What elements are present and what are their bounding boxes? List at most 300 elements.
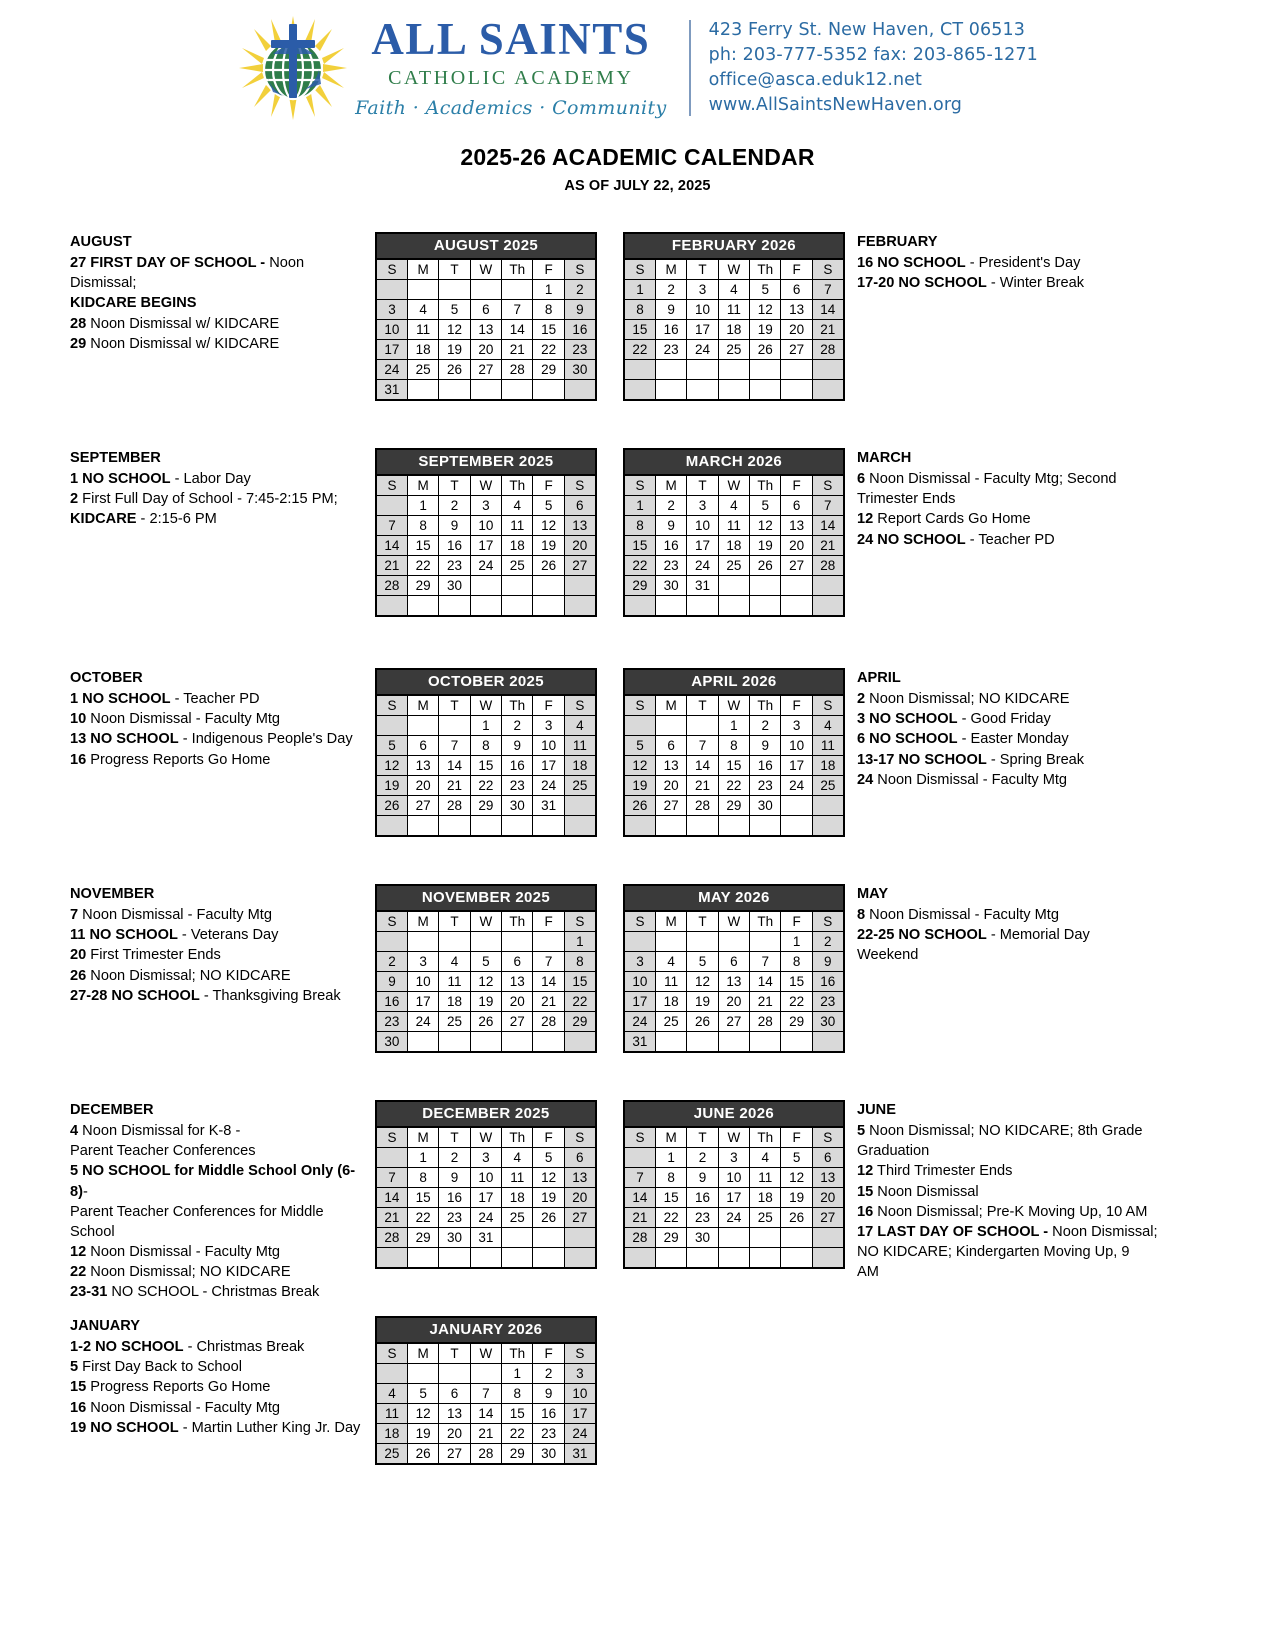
calendar-day-cell: 13 [655, 756, 686, 776]
calendar-day-cell: 4 [376, 1384, 407, 1404]
notes-line: School [70, 1223, 115, 1240]
calendar-week-row [624, 1012, 844, 1032]
contact-email[interactable]: office@asca.eduk12.net [708, 70, 923, 90]
calendar-day-cell: 23 [533, 1424, 564, 1444]
calendar-dow-4: Th [502, 695, 533, 716]
calendar-dow-5: F [533, 911, 564, 932]
calendar-day-cell: 9 [564, 300, 595, 320]
calendar-week-row [624, 300, 844, 320]
calendar-row-4 [70, 884, 1205, 1053]
calendar-day-cell [687, 380, 718, 401]
calendar-day-cell: 28 [376, 576, 407, 596]
calendar-day-cell [718, 596, 749, 617]
calendar-day-cell [781, 380, 812, 401]
calendar-day-cell: 25 [655, 1012, 686, 1032]
calendar-day-cell: 20 [470, 340, 501, 360]
calendar-dow-5: F [781, 475, 812, 496]
calendar-august-wrap [375, 232, 597, 401]
calendar-dow-2: T [687, 911, 718, 932]
calendar-day-cell [624, 816, 655, 837]
calendar-day-cell [533, 1228, 564, 1248]
calendar-day-cell: 14 [687, 756, 718, 776]
brand-wordmark [355, 14, 689, 119]
calendar-day-cell: 1 [470, 716, 501, 736]
calendar-day-cell: 24 [470, 1208, 501, 1228]
notes-line: 10 Noon Dismissal - Faculty Mtg [70, 711, 281, 728]
calendar-day-cell: 1 [407, 496, 438, 516]
calendar-day-cell: 9 [502, 736, 533, 756]
calendar-week-row [376, 596, 596, 617]
calendar-day-cell: 18 [407, 340, 438, 360]
calendar-day-cell: 14 [624, 1188, 655, 1208]
calendar-week-row [624, 340, 844, 360]
calendar-dow-0: S [624, 695, 655, 716]
calendar-day-cell: 14 [376, 1188, 407, 1208]
calendar-day-cell: 12 [439, 320, 470, 340]
calendar-week-row [376, 1404, 596, 1424]
calendar-week-row [624, 360, 844, 380]
calendar-day-cell: 20 [439, 1424, 470, 1444]
calendar-day-cell: 17 [470, 1188, 501, 1208]
calendar-day-cell: 8 [624, 516, 655, 536]
calendar-day-cell: 25 [564, 776, 595, 796]
calendar-day-cell: 18 [376, 1424, 407, 1444]
calendar-day-cell: 28 [533, 1012, 564, 1032]
calendar-day-cell: 30 [750, 796, 781, 816]
notes-month-heading: APRIL [857, 670, 901, 686]
calendar-day-cell: 7 [376, 1168, 407, 1188]
calendar-day-cell: 5 [750, 496, 781, 516]
calendar-day-cell: 28 [470, 1444, 501, 1465]
notes-line: 15 Progress Reports Go Home [70, 1379, 271, 1396]
notes-october [70, 668, 375, 770]
calendar-title: AUGUST 2025 [376, 233, 596, 259]
calendar-day-cell [533, 380, 564, 401]
calendar-day-cell [439, 596, 470, 617]
calendar-day-cell [470, 576, 501, 596]
calendar-dow-3: W [470, 1343, 501, 1364]
calendar-day-cell [439, 1032, 470, 1053]
calendar-day-cell [376, 1248, 407, 1269]
calendar-dow-5: F [533, 259, 564, 280]
calendar-day-cell [564, 576, 595, 596]
calendar-day-cell: 11 [812, 736, 843, 756]
calendar-dow-2: T [687, 259, 718, 280]
calendar-day-cell: 22 [502, 1424, 533, 1444]
calendar-week-row [376, 776, 596, 796]
calendar-day-cell: 21 [470, 1424, 501, 1444]
calendar-week-row [624, 736, 844, 756]
notes-line: 5 First Day Back to School [70, 1359, 242, 1376]
calendar-day-cell: 7 [812, 280, 843, 300]
calendar-dow-5: F [781, 1127, 812, 1148]
calendar-title: APRIL 2026 [624, 669, 844, 695]
calendar-week-row [624, 280, 844, 300]
calendar-day-cell: 9 [376, 972, 407, 992]
notes-month-heading: FEBRUARY [857, 234, 938, 250]
notes-month-heading: DECEMBER [70, 1102, 154, 1118]
calendar-day-cell: 29 [470, 796, 501, 816]
calendar-day-cell: 18 [812, 756, 843, 776]
calendar-day-cell [624, 380, 655, 401]
calendar-september-wrap [375, 448, 597, 617]
notes-line: KIDCARE - 2:15-6 PM [70, 511, 217, 528]
calendar-day-cell: 24 [687, 556, 718, 576]
calendar-day-cell [407, 596, 438, 617]
calendar-august [375, 232, 597, 401]
calendar-day-cell: 11 [439, 972, 470, 992]
notes-april [845, 668, 1175, 790]
calendar-day-cell: 26 [781, 1208, 812, 1228]
calendar-dow-6: S [564, 259, 595, 280]
calendar-day-cell: 8 [718, 736, 749, 756]
calendar-day-cell: 24 [564, 1424, 595, 1444]
calendar-day-cell: 17 [718, 1188, 749, 1208]
calendar-day-cell: 29 [533, 360, 564, 380]
calendar-dow-row [624, 475, 844, 496]
calendar-day-cell: 11 [376, 1404, 407, 1424]
calendar-day-cell: 6 [502, 952, 533, 972]
calendar-day-cell: 16 [439, 536, 470, 556]
calendar-day-cell: 4 [812, 716, 843, 736]
calendar-dow-2: T [439, 1343, 470, 1364]
calendar-day-cell: 12 [533, 516, 564, 536]
calendar-day-cell: 13 [470, 320, 501, 340]
notes-march [845, 448, 1175, 550]
calendar-title: SEPTEMBER 2025 [376, 449, 596, 475]
calendar-day-cell: 26 [533, 1208, 564, 1228]
calendar-day-cell: 27 [781, 556, 812, 576]
calendar-week-row [376, 340, 596, 360]
calendar-dow-2: T [439, 1127, 470, 1148]
calendar-day-cell: 19 [750, 320, 781, 340]
calendar-day-cell: 6 [781, 280, 812, 300]
calendar-day-cell: 30 [687, 1228, 718, 1248]
calendar-day-cell [750, 576, 781, 596]
calendar-week-row [624, 380, 844, 401]
calendar-day-cell [655, 596, 686, 617]
calendar-dow-5: F [781, 259, 812, 280]
calendar-week-row [376, 1364, 596, 1384]
calendar-week-row [376, 1012, 596, 1032]
calendar-day-cell: 14 [812, 300, 843, 320]
calendar-day-cell: 6 [564, 496, 595, 516]
calendar-dow-0: S [376, 911, 407, 932]
notes-line: 28 Noon Dismissal w/ KIDCARE [70, 315, 280, 332]
calendar-day-cell [781, 576, 812, 596]
calendar-day-cell [533, 576, 564, 596]
calendar-dow-3: W [718, 911, 749, 932]
calendar-dow-row [376, 911, 596, 932]
calendar-day-cell [718, 1228, 749, 1248]
calendar-january [375, 1316, 597, 1465]
calendar-day-cell: 5 [376, 736, 407, 756]
calendar-day-cell: 15 [624, 536, 655, 556]
calendar-day-cell [655, 816, 686, 837]
calendar-day-cell: 2 [533, 1364, 564, 1384]
notes-line: NO KIDCARE; Kindergarten Moving Up, 9 [857, 1243, 1130, 1260]
calendar-week-row [376, 1148, 596, 1168]
calendar-dow-4: Th [750, 1127, 781, 1148]
calendar-day-cell: 17 [781, 756, 812, 776]
calendar-dow-4: Th [502, 1343, 533, 1364]
calendar-day-cell [407, 716, 438, 736]
notes-line: 2 Noon Dismissal; NO KIDCARE [857, 691, 1070, 708]
calendar-dow-6: S [564, 1343, 595, 1364]
calendar-day-cell [407, 1364, 438, 1384]
calendar-day-cell: 7 [624, 1168, 655, 1188]
notes-line: 13-17 NO SCHOOL - Spring Break [857, 751, 1085, 768]
calendar-dow-0: S [376, 695, 407, 716]
calendar-day-cell [687, 816, 718, 837]
calendar-day-cell: 2 [812, 932, 843, 952]
notes-month-heading: JANUARY [70, 1318, 141, 1334]
notes-line: 8 Noon Dismissal - Faculty Mtg [857, 907, 1059, 924]
calendar-week-row [624, 516, 844, 536]
notes-line: 27 FIRST DAY OF SCHOOL - Noon Dismissal; [70, 255, 305, 292]
calendar-day-cell: 26 [624, 796, 655, 816]
calendar-day-cell: 16 [687, 1188, 718, 1208]
notes-line: Trimester Ends [857, 491, 956, 508]
calendar-day-cell: 26 [750, 556, 781, 576]
calendar-week-row [376, 1444, 596, 1465]
calendar-week-row [376, 1032, 596, 1053]
calendar-week-row [376, 992, 596, 1012]
calendar-day-cell [470, 816, 501, 837]
calendar-week-row [376, 736, 596, 756]
calendar-week-row [376, 796, 596, 816]
calendar-dow-6: S [564, 911, 595, 932]
calendar-day-cell: 23 [655, 340, 686, 360]
calendar-week-row [624, 716, 844, 736]
calendar-week-row [624, 320, 844, 340]
notes-line: 6 NO SCHOOL - Easter Monday [857, 731, 1069, 748]
calendar-day-cell: 11 [750, 1168, 781, 1188]
notes-line: 15 Noon Dismissal [857, 1183, 979, 1200]
calendar-day-cell: 28 [439, 796, 470, 816]
notes-line: 2 First Full Day of School - 7:45-2:15 PM; [70, 491, 338, 508]
calendar-dow-1: M [407, 259, 438, 280]
calendar-day-cell: 11 [655, 972, 686, 992]
calendar-day-cell [750, 816, 781, 837]
calendar-day-cell: 3 [687, 496, 718, 516]
calendar-day-cell: 5 [533, 496, 564, 516]
calendar-day-cell [718, 816, 749, 837]
calendar-dow-6: S [812, 695, 843, 716]
calendar-week-row [376, 1248, 596, 1269]
calendar-dow-row [376, 1127, 596, 1148]
contact-phones: ph: 203-777-5352 fax: 203-865-1271 [708, 45, 1038, 66]
notes-line: 5 NO SCHOOL for Middle School Only (6-8)- [70, 1163, 356, 1200]
calendar-november [375, 884, 597, 1053]
calendar-day-cell: 25 [718, 556, 749, 576]
calendar-day-cell: 4 [655, 952, 686, 972]
calendar-day-cell: 26 [407, 1444, 438, 1465]
calendar-dow-row [376, 475, 596, 496]
calendar-day-cell: 3 [376, 300, 407, 320]
calendar-day-cell: 4 [564, 716, 595, 736]
calendar-day-cell [750, 1032, 781, 1053]
calendar-day-cell: 12 [781, 1168, 812, 1188]
calendar-day-cell: 17 [407, 992, 438, 1012]
calendar-dow-5: F [533, 1127, 564, 1148]
calendar-day-cell: 22 [781, 992, 812, 1012]
calendar-day-cell: 9 [812, 952, 843, 972]
notes-december [70, 1100, 375, 1302]
calendar-day-cell: 2 [655, 496, 686, 516]
calendar-day-cell: 20 [781, 536, 812, 556]
calendar-day-cell: 7 [687, 736, 718, 756]
calendar-day-cell: 15 [718, 756, 749, 776]
notes-line: 12 Noon Dismissal - Faculty Mtg [70, 1243, 281, 1260]
cross-globe-sunburst-logo [237, 14, 349, 122]
calendar-day-cell [812, 1228, 843, 1248]
calendar-week-row [376, 932, 596, 952]
calendar-week-row [376, 536, 596, 556]
notes-line: 29 Noon Dismissal w/ KIDCARE [70, 335, 280, 352]
calendar-day-cell: 2 [750, 716, 781, 736]
calendar-week-row [624, 796, 844, 816]
calendar-day-cell [750, 380, 781, 401]
calendar-day-cell [718, 576, 749, 596]
calendar-day-cell: 21 [750, 992, 781, 1012]
calendar-day-cell: 26 [533, 556, 564, 576]
calendar-dow-4: Th [502, 475, 533, 496]
calendar-dow-6: S [564, 475, 595, 496]
calendar-day-cell: 12 [687, 972, 718, 992]
calendar-day-cell [502, 576, 533, 596]
calendar-day-cell [655, 1032, 686, 1053]
calendar-day-cell: 6 [470, 300, 501, 320]
calendar-day-cell: 6 [812, 1148, 843, 1168]
calendar-row-3 [70, 668, 1205, 837]
calendar-day-cell: 23 [655, 556, 686, 576]
calendar-april-wrap [623, 668, 845, 837]
notes-line: 22 Noon Dismissal; NO KIDCARE [70, 1264, 291, 1280]
calendar-dow-2: T [687, 475, 718, 496]
calendar-dow-2: T [439, 911, 470, 932]
calendar-day-cell: 2 [439, 496, 470, 516]
calendar-day-cell: 31 [564, 1444, 595, 1465]
calendar-dow-row [624, 695, 844, 716]
calendar-day-cell: 11 [718, 516, 749, 536]
calendar-day-cell: 12 [470, 972, 501, 992]
calendar-week-row [624, 1208, 844, 1228]
letterhead [0, 0, 1275, 122]
calendar-day-cell [624, 1148, 655, 1168]
calendar-day-cell: 27 [502, 1012, 533, 1032]
calendar-day-cell: 10 [687, 516, 718, 536]
calendar-week-row [376, 1188, 596, 1208]
calendar-day-cell: 1 [502, 1364, 533, 1384]
calendar-day-cell: 15 [564, 972, 595, 992]
calendar-row-2 [70, 448, 1205, 617]
calendar-day-cell: 20 [407, 776, 438, 796]
calendar-dow-6: S [812, 911, 843, 932]
calendar-day-cell: 3 [470, 496, 501, 516]
calendar-day-cell [687, 596, 718, 617]
calendar-week-row [624, 1168, 844, 1188]
calendar-day-cell: 11 [502, 1168, 533, 1188]
calendar-day-cell: 25 [718, 340, 749, 360]
calendar-day-cell [533, 816, 564, 837]
calendar-day-cell [470, 1032, 501, 1053]
calendar-day-cell: 21 [687, 776, 718, 796]
calendar-dow-4: Th [502, 911, 533, 932]
calendar-dow-1: M [655, 911, 686, 932]
calendar-dow-6: S [564, 1127, 595, 1148]
calendar-day-cell: 27 [718, 1012, 749, 1032]
calendar-day-cell: 14 [750, 972, 781, 992]
notes-line: 20 First Trimester Ends [70, 947, 221, 964]
calendar-day-cell: 10 [781, 736, 812, 756]
calendar-week-row [624, 1148, 844, 1168]
calendar-dow-6: S [812, 259, 843, 280]
contact-block [709, 18, 1038, 117]
calendar-week-row [376, 576, 596, 596]
calendar-day-cell: 18 [750, 1188, 781, 1208]
notes-line: 13 NO SCHOOL - Indigenous People's Day [70, 731, 353, 748]
calendar-day-cell [502, 932, 533, 952]
calendar-day-cell: 15 [655, 1188, 686, 1208]
calendar-day-cell [533, 596, 564, 617]
calendar-june [623, 1100, 845, 1269]
calendar-day-cell: 21 [624, 1208, 655, 1228]
notes-line: 1 NO SCHOOL - Labor Day [70, 471, 251, 488]
calendar-day-cell: 7 [439, 736, 470, 756]
calendar-day-cell: 21 [533, 992, 564, 1012]
calendar-day-cell: 25 [750, 1208, 781, 1228]
notes-line: 27-28 NO SCHOOL - Thanksgiving Break [70, 987, 341, 1004]
notes-line: 24 Noon Dismissal - Faculty Mtg [857, 771, 1068, 788]
calendar-day-cell: 4 [750, 1148, 781, 1168]
calendar-dow-5: F [533, 475, 564, 496]
calendar-day-cell [655, 380, 686, 401]
notes-line: 4 Noon Dismissal for K-8 - [70, 1123, 241, 1140]
calendar-day-cell: 6 [718, 952, 749, 972]
calendar-day-cell: 2 [439, 1148, 470, 1168]
notes-line: Graduation [857, 1143, 930, 1160]
calendar-day-cell: 22 [407, 556, 438, 576]
calendar-day-cell: 3 [533, 716, 564, 736]
calendar-day-cell: 22 [564, 992, 595, 1012]
calendar-day-cell: 4 [718, 280, 749, 300]
calendar-day-cell [439, 716, 470, 736]
calendar-day-cell: 16 [655, 536, 686, 556]
calendar-day-cell [624, 932, 655, 952]
calendar-day-cell: 13 [718, 972, 749, 992]
calendar-day-cell: 16 [439, 1188, 470, 1208]
calendar-day-cell: 7 [470, 1384, 501, 1404]
calendar-day-cell: 2 [502, 716, 533, 736]
calendar-day-cell [407, 932, 438, 952]
brand-tagline: Faith · Academics · Community [355, 97, 667, 119]
calendar-day-cell: 12 [407, 1404, 438, 1424]
calendar-day-cell: 16 [750, 756, 781, 776]
calendar-day-cell: 30 [439, 1228, 470, 1248]
calendar-day-cell: 1 [533, 280, 564, 300]
calendar-dow-3: W [470, 1127, 501, 1148]
calendar-day-cell [687, 360, 718, 380]
contact-website[interactable]: www.AllSaintsNewHaven.org [708, 94, 963, 115]
calendar-day-cell: 5 [781, 1148, 812, 1168]
calendar-day-cell [812, 596, 843, 617]
calendar-day-cell: 10 [376, 320, 407, 340]
calendar-day-cell: 18 [718, 320, 749, 340]
calendar-day-cell: 4 [502, 1148, 533, 1168]
calendar-day-cell: 28 [376, 1228, 407, 1248]
calendar-day-cell: 30 [533, 1444, 564, 1465]
